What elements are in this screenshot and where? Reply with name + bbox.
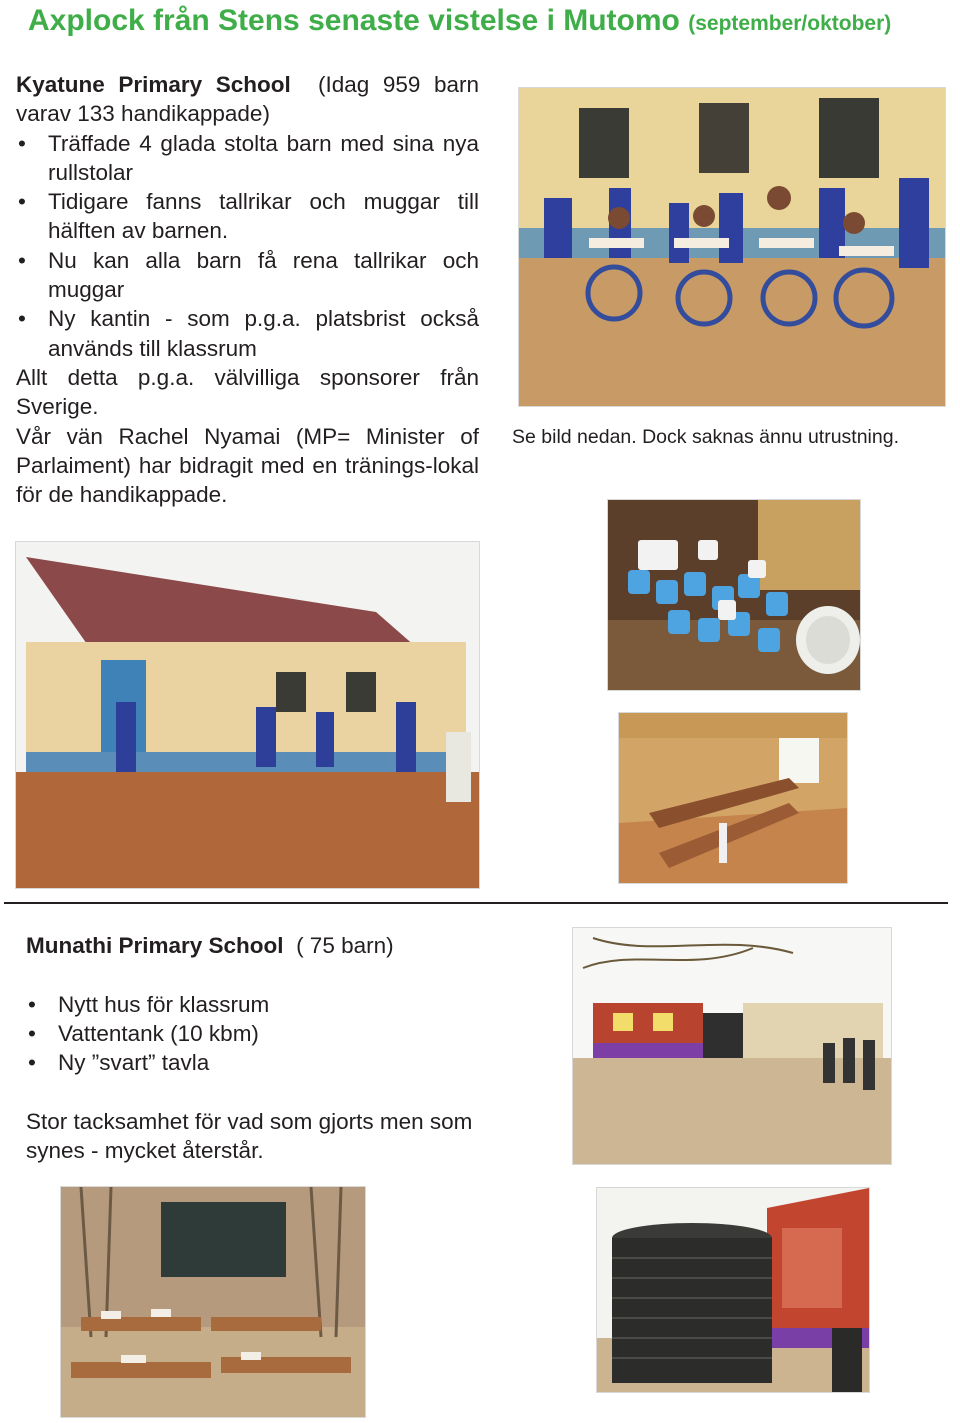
water-tank-photo <box>596 1187 870 1393</box>
list-item: • Träffade 4 glada stolta barn med sina nya rullstolar <box>16 129 479 188</box>
kyatune-school-name: Kyatune Primary School <box>16 72 291 97</box>
list-item: • Vattentank (10 kbm) <box>26 1019 486 1048</box>
page-title-main: Axplock från Stens senaste vistelse i Mutomo <box>28 4 680 37</box>
munathi-intro <box>26 931 486 960</box>
section-divider <box>4 902 948 904</box>
kyatune-intro <box>16 70 479 129</box>
kyatune-paragraph-rachel: Vår vän Rachel Nyamai (MP= Minister of Parlaiment) har bidragit med en tränings-lokal för de handikappade. <box>16 423 479 508</box>
munathi-closing-text: Stor tacksamhet för vad som gjorts men som synes - mycket återstår. <box>26 1108 473 1164</box>
empty-training-room-photo <box>618 712 848 884</box>
munathi-schoolyard-photo <box>572 927 892 1165</box>
list-item: • Ny ”svart” tavla <box>26 1048 486 1077</box>
wheelchair-children-photo <box>518 87 946 407</box>
list-item: • Nytt hus för klassrum <box>26 990 486 1019</box>
munathi-school-name: Munathi Primary School <box>26 933 284 958</box>
kyatune-student-count: (Idag 959 barn varav 133 handikappade) <box>16 72 479 127</box>
munathi-student-count: ( 75 barn) <box>296 933 394 958</box>
kyatune-section <box>16 70 479 509</box>
list-item: • Tidigare fanns tallrikar och muggar till hälften av barnen. <box>16 187 479 246</box>
blackboard-classroom-photo <box>60 1186 366 1418</box>
training-room-caption: Se bild nedan. Dock saknas ännu utrustning. <box>512 426 900 448</box>
kyatune-classroom-building-photo <box>15 541 480 889</box>
list-item: • Ny kantin - som p.g.a. platsbrist också används till klassrum <box>16 304 479 363</box>
list-item: • Nu kan alla barn få rena tallrikar och muggar <box>16 246 479 305</box>
kyatune-paragraph-sponsors: Allt detta p.g.a. välvilliga sponsorer från Sverige. <box>16 364 479 420</box>
page-title-sub: (september/oktober) <box>688 12 892 35</box>
munathi-bullet-list <box>26 990 486 1078</box>
kyatune-bullet-list <box>16 129 479 363</box>
plates-and-mugs-photo <box>607 499 861 691</box>
munathi-section <box>26 931 486 1165</box>
page-title <box>28 2 891 43</box>
